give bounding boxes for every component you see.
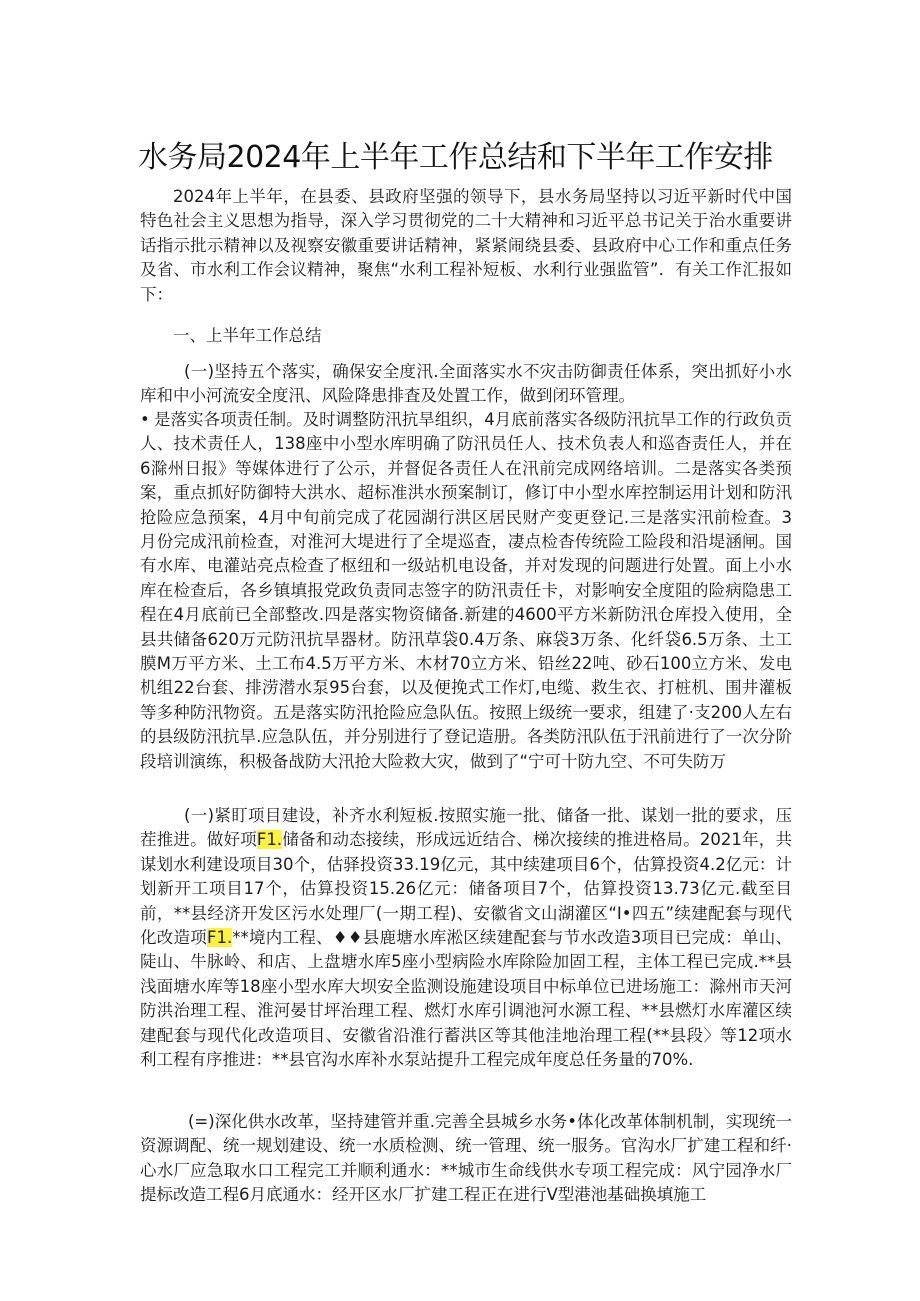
section-2-text-b: 储备和动态接续，形成远近结合、梯次接续的推进格局。2021年，共谋划水利建设项目30个，估驿投资33.19亿元，其中续建项目6个，估算投资4.2亿元：计划新开工项目17个，估算投资15.26亿元：储备项目7个，估算投资13.73亿元.截至目前，**县经济开发区污水处理厂(一期工程)、安徽省文山湖灌区“I•四五”续建配套与现代化改造项: [140, 830, 793, 948]
bullet-icon: •: [140, 410, 150, 429]
section-heading: 一、上半年工作总结: [173, 326, 322, 345]
section-1-lead-paragraph: (一)坚持五个落实，确保安全度汛.全面落实水不灾击防御责任体系，突出抓好小水库和中小河流安全度汛、风险降患排査及处置工作，做到闭环管理。: [140, 362, 792, 406]
page-title: 水务局2024年上半年工作总结和下半年工作安排: [138, 140, 773, 175]
section-2-text-c: **境内工程、♦♦县鹿塘水库淞区续建配套与节水改造3项目已完成：单山、陡山、牛脉岭、和店、上盘塘水库5座小型病险水库除险加固工程，主体工程已完成.**县浅面塘水库等18座小型水库大坝安全监测设施建设项目中标单位已进场施工：滁州市天河防洪治理工程、淮河晏甘坪治理工程、燃灯水库引调池河水源工程、**县燃灯水库灌区续建配套与现代化改造项目、安徽省沿淮行蓄洪区等其他洼地治理工程(**县段〉等12项水利工程有序推进：**县官沟水库补水泵站提升工程完成年度总任务量的70%.: [140, 928, 792, 1070]
section-1-body-paragraph: [140, 408, 792, 774]
intro-paragraph: 2024年上半年，在县委、县政府坚强的领导下，县水务局坚持以习近平新时代中国特色社会主义思想为指导，深入学习贯彻党的二十大精神和习近平总书记关于治水重要讲话指示批示精神以及视察安徽重要讲话精神，紧紧闹绕县委、县政府中心工作和重点任务及省、市水利工作会议精神，聚焦“水利工程补短板、水利行业强监管”．有关工作汇报如下：: [140, 187, 792, 304]
section-2-paragraph: [140, 804, 792, 1072]
highlight-mark: F1.: [256, 830, 283, 850]
section-2-text-a: (一)紧盯项目建设，补齐水利短板.按照实施一批、储备一批、谋划一批的要求，压茬推进。做好项: [140, 806, 792, 850]
section-1-body-text: 是落实各项责任制。及时调整防汛抗旱组织，4月底前落实各级防汛抗旱工作的行政负贡人、技术责任人，138座中小型水库明确了防汛员任人、技术负表人和巡杳责任人，并在6滁州日报》等媒体进行了公示，并督促各责任人在汛前完成网络培训。二是落实各类预案，重点抓好防御特大洪水、超标准洪水预案制订，修订中小型水库控制运用计划和防汛抢险应急预案，4月中旬前完成了花园湖行洪区居民财产变更登记.三是落实汛前检查。3月份完成汛前检查，对淮河大堤进行了全堤巡査，凄点检杳传统险工险段和沿堤涵闸。国有水库、电灌站亮点检查了枢纽和一级站机电设备，并对发现的问题进行处置。面上小水库在检查后，各乡镇填报党政负责同志签字的防汛责任卡，对影响安全度阻的险病隐患工程在4月底前已全部整改.四是落实物资储备.新建的4600平方米新防汛仓库投入使用，全县共储备620万元防汛抗旱器材。防汛草袋0.4万条、麻袋3万条、化纤袋6.5万条、土工膜M万平方米、土工布4.5万平方米、木材70立方米、铅丝22吨、砂石100立方米、发电机组22台套、排涝潜水泵95台套，以及便挽式工作灯,电缆、救生衣、打桩机、围井灌板等多种防汛物资。五是落实防汛抢险应急队伍。按照上级统一要求，组建了·支200人左右的县级防汛抗旱.应急队伍，并分别进行了登记造册。各类防汛队伍于汛前进行了一次分阶段培训演练，积极备战防大汛抢大险救大灾，做到了“宁可十防九空、不可失防万: [140, 410, 792, 771]
section-3-paragraph: (=)深化供水改革，坚持建管并重.完善全县城乡水务•体化改革体制机制，实现统一资源调配、统一规划建设、统一水质检测、统一管理、统一服务。官沟水厂扩建工程和纤·心水厂应急取水口工程完工并顺利通水：**城市生命线供水专项工程完成：风宁园净水厂提标改造工程6月底通水：经开区水厂扩建工程正在进行V型港池基础换填施工: [140, 1112, 792, 1205]
highlight-mark: F1.: [207, 928, 233, 948]
